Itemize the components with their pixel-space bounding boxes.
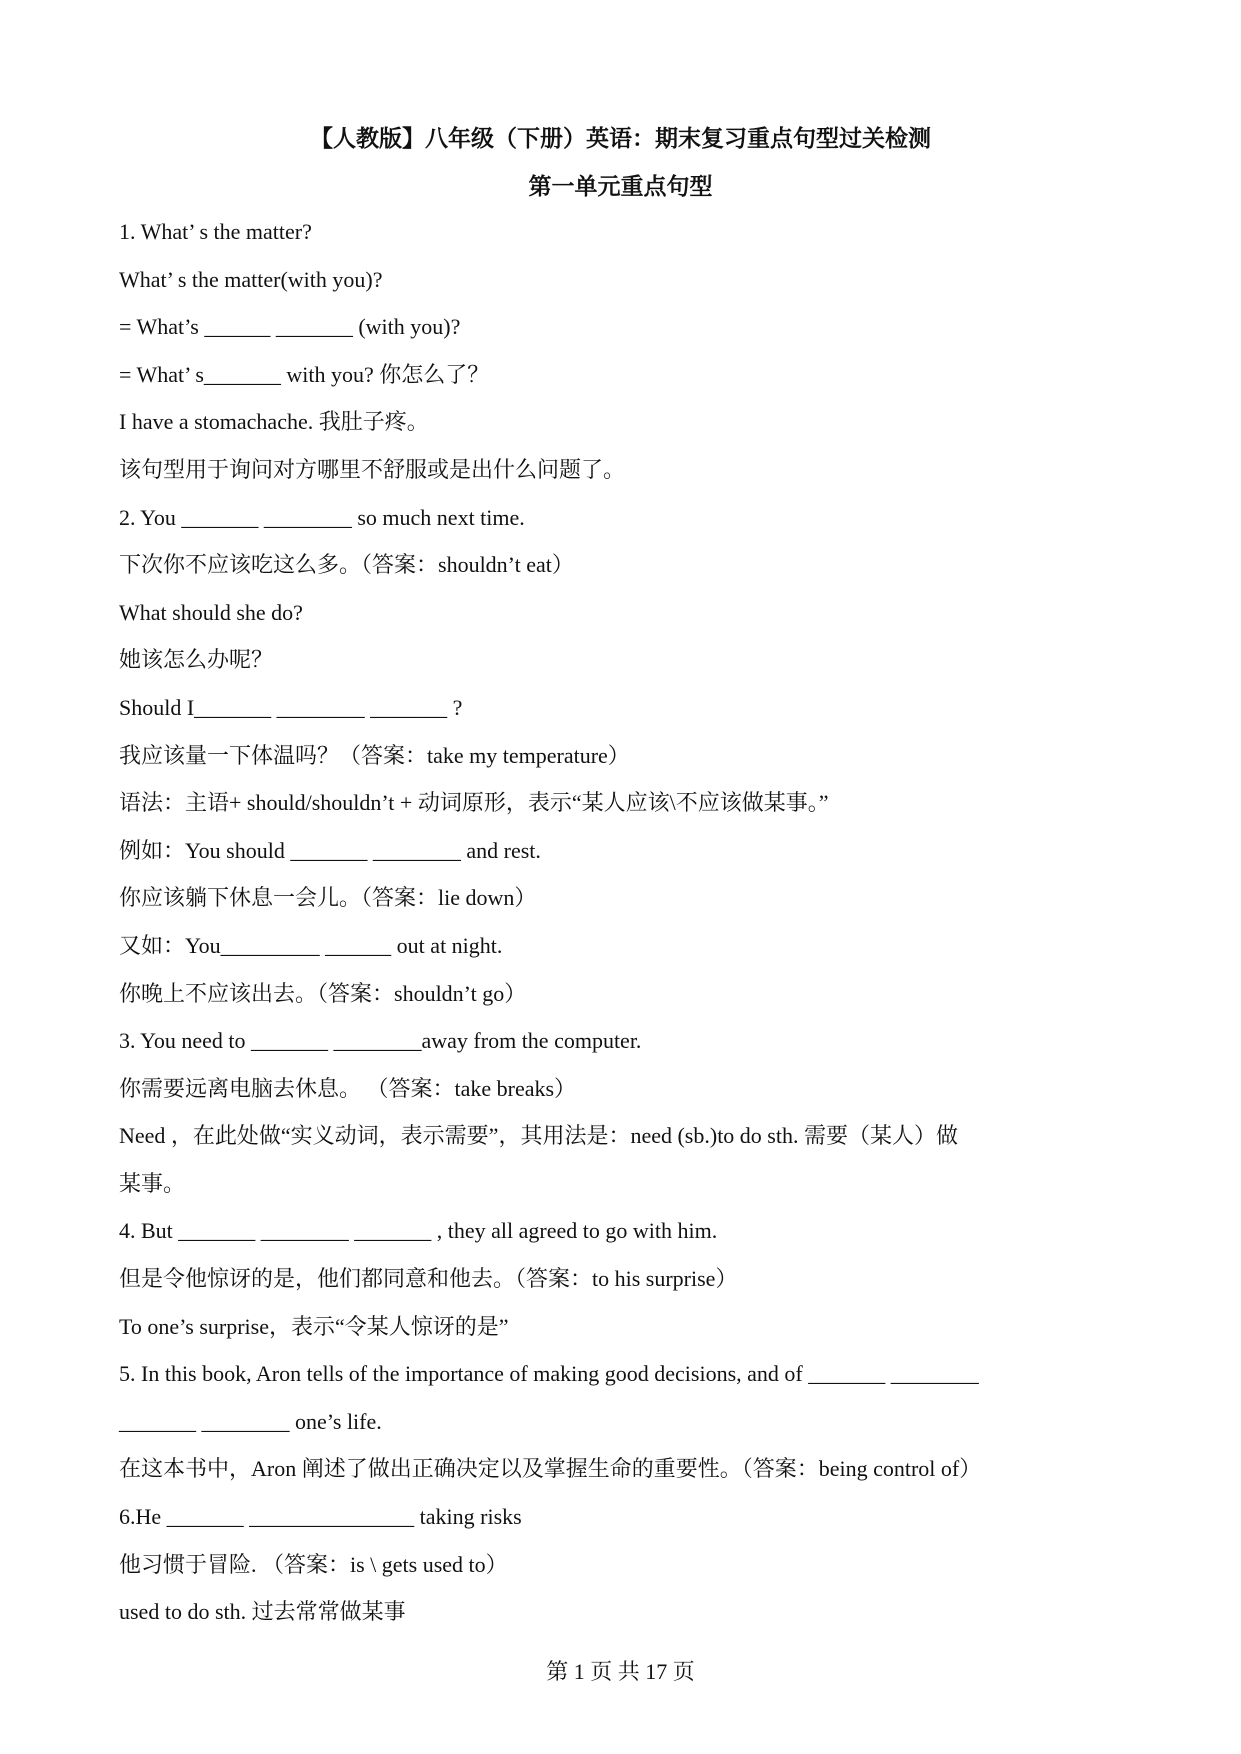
text-line: 在这本书中，Aron 阐述了做出正确决定以及掌握生命的重要性。（答案：being control of）: [119, 1456, 982, 1482]
text-line: 你需要远离电脑去休息。 （答案：take breaks）: [119, 1075, 577, 1101]
text-line: I have a stomachache. 我肚子疼。: [119, 409, 429, 435]
text-line: 5. In this book, Aron tells of the importance of making good decisions, and of _______ ________: [119, 1361, 979, 1387]
text-line: 又如：You_________ ______ out at night.: [119, 932, 503, 958]
document-title: 【人教版】八年级（下册）英语：期末复习重点句型过关检测: [310, 126, 931, 151]
text-line: 2. You _______ ________ so much next time.: [119, 504, 525, 530]
text-line: 你应该躺下休息一会儿。（答案：lie down）: [119, 885, 537, 911]
text-line: 1. What’ s the matter?: [119, 219, 312, 244]
text-line: 某事。: [119, 1170, 186, 1196]
content-lines: [119, 212, 1119, 1640]
text-line: 你晚上不应该出去。（答案：shouldn’t go）: [119, 980, 527, 1006]
text-line: 4. But _______ ________ _______ , they all agreed to go with him.: [119, 1218, 718, 1244]
text-line: To one’s surprise，表示“令某人惊讶的是”: [119, 1313, 509, 1339]
text-line: What should she do?: [119, 599, 303, 625]
text-line: 但是令他惊讶的是，他们都同意和他去。（答案：to his surprise）: [119, 1266, 738, 1292]
text-line: 6.He _______ _______________ taking risks: [119, 1504, 522, 1530]
text-line: used to do sth. 过去常常做某事: [119, 1599, 406, 1625]
text-line: 该句型用于询问对方哪里不舒服或是出什么问题了。: [119, 456, 626, 482]
page-number-footer: 第 1 页 共 17 页: [546, 1659, 695, 1684]
text-line: 她该怎么办呢？: [119, 647, 274, 673]
text-line: Should I_______ ________ _______ ?: [119, 694, 463, 720]
section-heading: 第一单元重点句型: [528, 174, 713, 199]
text-line: 例如：You should _______ ________ and rest.: [119, 837, 541, 863]
text-line: 3. You need to _______ ________away from the computer.: [119, 1028, 642, 1054]
text-line: = What’ s_______ with you? 你怎么了？: [119, 361, 490, 387]
text-line: 下次你不应该吃这么多。（答案：shouldn’t eat）: [119, 552, 574, 578]
text-line: 我应该量一下体温吗？（答案：take my temperature）: [119, 742, 630, 768]
text-line: = What’s ______ _______ (with you)?: [119, 314, 461, 340]
text-line: What’ s the matter(with you)?: [119, 266, 383, 292]
text-line: 语法：主语+ should/shouldn’t + 动词原形，表示“某人应该\不应该做某事。”: [119, 790, 829, 816]
text-line: 他习惯于冒险. （答案：is \ gets used to）: [119, 1551, 508, 1577]
text-line: _______ ________ one’s life.: [119, 1408, 382, 1434]
text-line: Need ，在此处做“实义动词，表示需要”，其用法是：need (sb.)to do sth. 需要（某人）做: [119, 1123, 958, 1149]
